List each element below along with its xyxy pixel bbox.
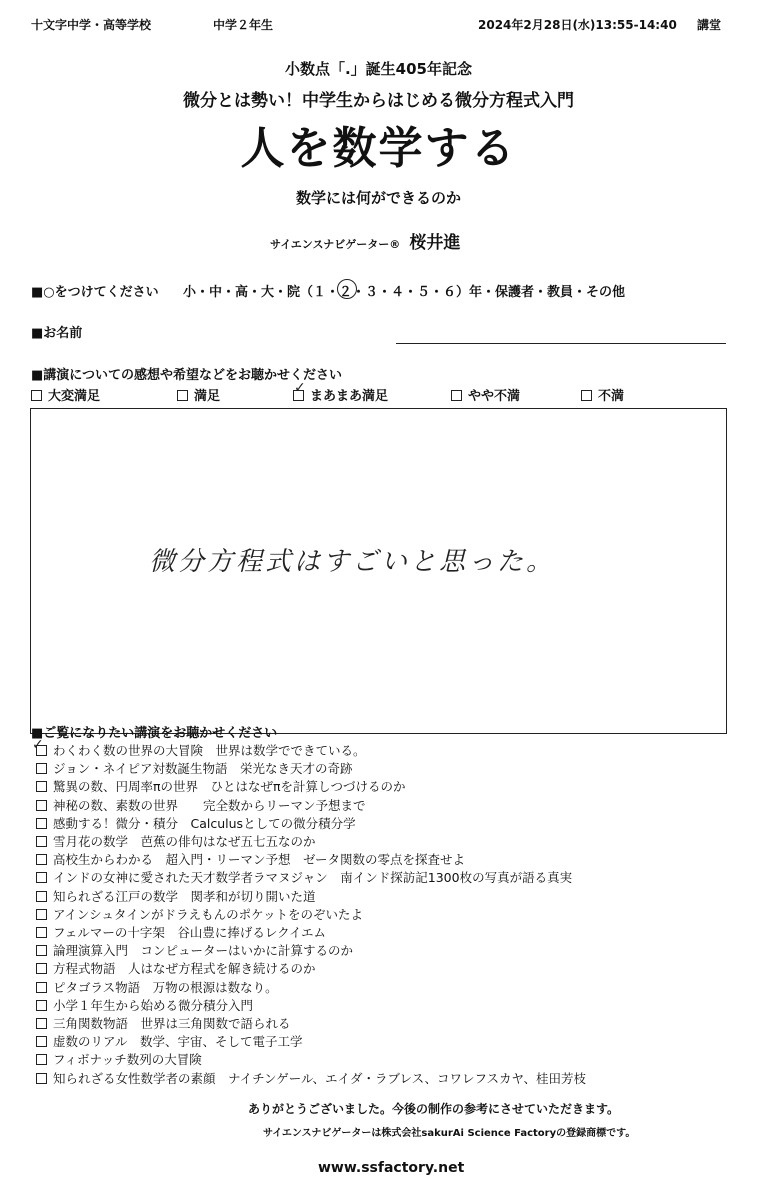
topic-label: 虚数のリアル 数学、宇宙、そして電子工学 xyxy=(53,1034,303,1050)
checkbox[interactable] xyxy=(36,1000,47,1011)
checkbox[interactable] xyxy=(36,1054,47,1065)
circle-options[interactable]: 小・中・高・大・院（１・２・３・４・５・６）年・保護者・教員・その他 xyxy=(183,285,626,300)
tagline: 数学には何ができるのか xyxy=(295,189,461,207)
checkbox[interactable] xyxy=(36,800,47,811)
topic-label: フィボナッチ数列の大冒険 xyxy=(53,1052,202,1068)
comment-box[interactable] xyxy=(30,408,727,734)
topic-item[interactable] xyxy=(36,796,366,814)
checkbox[interactable] xyxy=(36,982,47,993)
presenter-name: 桜井進 xyxy=(409,233,461,253)
checkbox[interactable] xyxy=(36,854,47,865)
checkbox[interactable] xyxy=(581,390,592,401)
thanks-message: ありがとうございました。今後の制作の参考にさせていただきます。 xyxy=(248,1102,620,1116)
checkbox[interactable] xyxy=(36,781,47,792)
checkbox[interactable] xyxy=(36,1036,47,1047)
handwritten-comment: 微分方程式はすごいと思った。 xyxy=(149,547,556,577)
topic-label: 小学１年生から始める微分積分入門 xyxy=(53,997,254,1013)
topic-label: ピタゴラス物語 万物の根源は数なり。 xyxy=(53,979,278,995)
topic-item[interactable] xyxy=(36,941,353,959)
topic-item[interactable] xyxy=(36,868,572,886)
topic-item[interactable] xyxy=(36,850,465,868)
school-name: 十文字中学・高等学校 xyxy=(31,18,152,32)
checkbox[interactable] xyxy=(36,763,47,774)
topic-item[interactable] xyxy=(36,1069,586,1087)
website-url[interactable]: www.ssfactory.net xyxy=(318,1160,465,1176)
topic-label: 知られざる江戸の数学 関孝和が切り開いた道 xyxy=(53,888,316,904)
checkbox[interactable] xyxy=(36,963,47,974)
checkbox[interactable] xyxy=(36,818,47,829)
topic-item[interactable] xyxy=(36,905,363,923)
topics-label: ■ご覧になりたい講演をお聴かせください xyxy=(31,726,278,741)
rating-somewhat-satisfied[interactable]: まあまあ満足 xyxy=(293,385,388,404)
lecture-datetime: 2024年2月28日(水)13:55-14:40 xyxy=(478,18,677,32)
impression-label: ■講演についての感想や希望などをお聴かせください xyxy=(31,368,343,383)
topic-label: わくわく数の世界の大冒険 世界は数学でできている。 xyxy=(53,743,366,758)
topic-item[interactable] xyxy=(32,737,366,759)
rating-dissatisfied[interactable]: 不満 xyxy=(581,385,624,404)
checkbox[interactable] xyxy=(36,909,47,920)
topic-item[interactable] xyxy=(36,832,316,850)
main-title: 人を数学する xyxy=(240,123,517,174)
topic-item[interactable] xyxy=(36,777,406,795)
topic-item[interactable] xyxy=(36,978,278,996)
topic-item[interactable] xyxy=(36,1032,303,1050)
circle-prompt: ■○をつけてください xyxy=(31,285,159,300)
trademark-notice: サイエンスナビゲーターは株式会社sakurAi Science Factoryの登録商標です。 xyxy=(263,1128,636,1139)
anniversary-title: 小数点「.」誕生405年記念 xyxy=(284,60,472,78)
checkbox[interactable] xyxy=(36,836,47,847)
topic-item[interactable] xyxy=(36,1050,202,1068)
topic-label: 知られざる女性数学者の素顔 ナイチンゲール、エイダ・ラブレス、コワレフスカヤ、桂田芳枝 xyxy=(53,1070,587,1086)
checkbox[interactable] xyxy=(451,390,462,401)
checkbox[interactable] xyxy=(36,891,47,902)
topic-item[interactable] xyxy=(36,1014,291,1032)
topic-label: 感動する！微分・積分 Calculusとしての微分積分学 xyxy=(53,815,356,831)
topic-item[interactable] xyxy=(36,996,253,1014)
topic-label: 三角関数物語 世界は三角関数で語られる xyxy=(53,1016,291,1031)
checkbox[interactable] xyxy=(36,872,47,883)
rating-slightly-dissatisfied[interactable]: やや不満 xyxy=(451,385,520,404)
checkbox[interactable] xyxy=(31,390,42,401)
checkbox[interactable] xyxy=(36,945,47,956)
check-mark-icon: ✓ xyxy=(294,380,306,396)
presenter xyxy=(270,228,460,253)
check-mark-icon: ✓ xyxy=(32,737,44,753)
topic-item[interactable] xyxy=(36,887,316,905)
topic-label: 高校生からわかる 超入門・リーマン予想 ゼータ関数の零点を探査せよ xyxy=(53,852,466,868)
topic-label: 論理演算入門 コンピューターはいかに計算するのか xyxy=(53,943,354,959)
presenter-role: サイエンスナビゲーター® xyxy=(270,238,401,251)
rating-very-satisfied[interactable]: 大変満足 xyxy=(31,385,100,404)
topic-label: ジョン・ネイピア対数誕生物語 栄光なき天才の奇跡 xyxy=(53,761,353,777)
grade: 中学２年生 xyxy=(213,18,274,32)
lecture-subtitle: 微分とは勢い！中学生からはじめる微分方程式入門 xyxy=(183,91,574,111)
topic-label: アインシュタインがドラえもんのポケットをのぞいたよ xyxy=(53,906,363,922)
name-label: ■お名前 xyxy=(31,326,83,341)
checkbox[interactable] xyxy=(177,390,188,401)
topic-label: インドの女神に愛された天才数学者ラマヌジャン 南インド探訪記1300枚の写真が語る真実 xyxy=(53,870,573,886)
topic-label: 神秘の数、素数の世界 完全数からリーマン予想まで xyxy=(53,797,366,813)
topic-item[interactable] xyxy=(36,814,356,832)
lecture-place: 講堂 xyxy=(697,18,722,32)
grade-selection-circle xyxy=(337,279,357,299)
checkbox[interactable] xyxy=(36,1073,47,1084)
topic-item[interactable] xyxy=(36,923,326,941)
checkbox[interactable] xyxy=(36,927,47,938)
topic-item[interactable] xyxy=(36,759,353,777)
topic-label: 驚異の数、円周率πの世界 ひとはなぜπを計算しつづけるのか xyxy=(53,779,406,795)
topic-label: フェルマーの十字架 谷山豊に捧げるレクイエム xyxy=(53,925,327,940)
name-underline[interactable] xyxy=(396,343,726,344)
topic-label: 方程式物語 人はなぜ方程式を解き続けるのか xyxy=(53,961,316,977)
checkbox[interactable] xyxy=(36,1018,47,1029)
topic-label: 雪月花の数学 芭蕉の俳句はなぜ五七五なのか xyxy=(53,834,316,849)
topic-item[interactable] xyxy=(36,959,316,977)
rating-satisfied[interactable]: 満足 xyxy=(177,385,220,404)
